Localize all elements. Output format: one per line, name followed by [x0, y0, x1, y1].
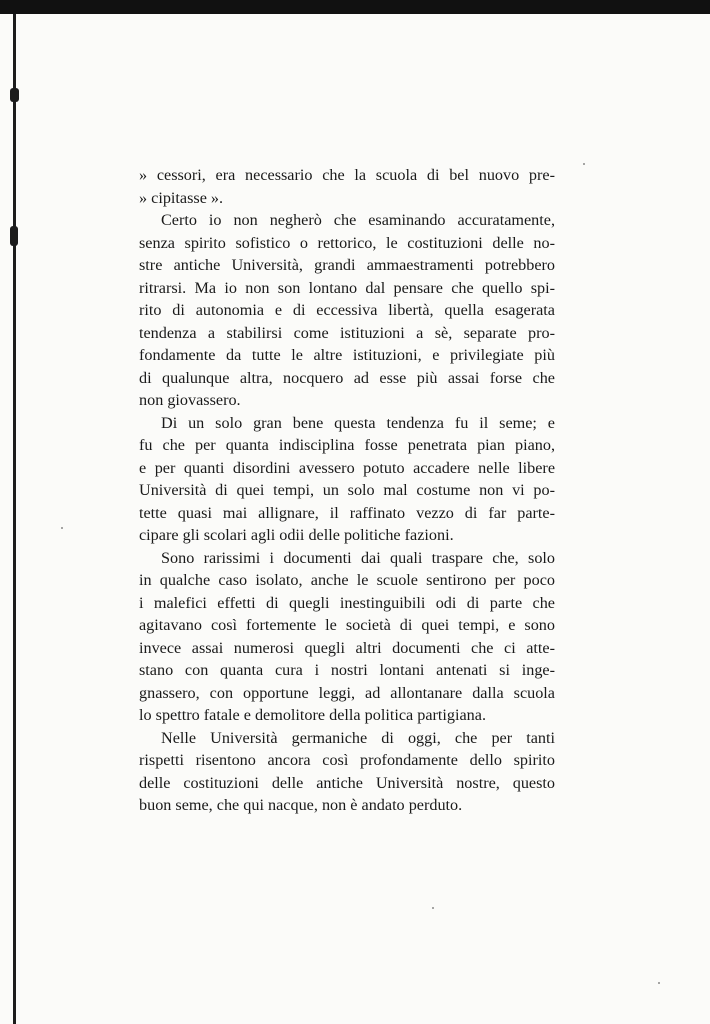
paragraph — [139, 547, 555, 727]
text-line: agitavano così fortemente le società di quei tempi, e sono — [139, 616, 555, 634]
paper-speck — [432, 907, 434, 909]
text-line: lo spettro fatale e demolitore della politica partigiana. — [139, 706, 486, 724]
binding-mark — [10, 226, 18, 246]
text-line: gnassero, con opportune leggi, ad allontanare dalla scuola — [139, 683, 555, 702]
binding-mark — [10, 88, 19, 102]
paragraph — [139, 412, 555, 547]
scan-left-edge — [13, 14, 16, 1024]
text-line: » cessori, era necessario che la scuola di bel nuovo pre- — [139, 166, 555, 184]
paper-speck — [583, 163, 585, 165]
text-line: Certo io non negherò che esaminando accuratamente, — [161, 211, 555, 229]
text-line: non giovassero. — [139, 391, 241, 409]
paragraph — [139, 209, 555, 412]
text-line: fondamente da tutte le altre istituzioni, e privilegiate più — [139, 346, 555, 364]
text-line: Nelle Università germaniche di oggi, che per tanti — [161, 728, 555, 747]
text-line: rito di autonomia e di eccessiva libertà, quella esagerata — [139, 301, 555, 319]
text-line: Di un solo gran bene questa tendenza fu il seme; e — [161, 413, 555, 432]
text-line: i malefici effetti di quegli inestinguibili odi di parte che — [139, 593, 555, 612]
text-line: cipare gli scolari agli odii delle politiche fazioni. — [139, 526, 454, 544]
text-line: rispetti risentono ancora così profondamente dello spirito — [139, 751, 555, 769]
scan-top-border — [0, 0, 710, 14]
text-line: e per quanti disordini avessero potuto accadere nelle libere — [139, 458, 555, 477]
text-line: ritrarsi. Ma io non son lontano dal pensare che quello spi- — [139, 278, 555, 297]
paper-speck — [61, 527, 63, 529]
text-line: tette quasi mai allignare, il raffinato vezzo di far parte- — [139, 503, 555, 522]
text-line: in qualche caso isolato, anche le scuole sentirono per poco — [139, 571, 555, 589]
paragraph — [139, 727, 555, 817]
text-line: stano con quanta cura i nostri lontani antenati si inge- — [139, 661, 555, 679]
paragraph — [139, 164, 555, 209]
text-line: tendenza a stabilirsi come istituzioni a sè, separate pro- — [139, 323, 555, 342]
text-line: stre antiche Università, grandi ammaestramenti potrebbero — [139, 256, 555, 274]
text-line: senza spirito sofistico o rettorico, le costituzioni delle no- — [139, 233, 555, 252]
text-line: Sono rarissimi i documenti dai quali traspare che, solo — [161, 548, 555, 567]
text-line: invece assai numerosi quegli altri documenti che ci atte- — [139, 638, 555, 657]
text-line: fu che per quanta indisciplina fosse penetrata pian piano, — [139, 436, 555, 454]
text-line: buon seme, che qui nacque, non è andato perduto. — [139, 796, 463, 814]
text-line: delle costituzioni delle antiche Università nostre, questo — [139, 773, 555, 792]
text-line: di qualunque altra, nocquero ad esse più assai forse che — [139, 368, 555, 387]
paper-speck — [658, 982, 660, 984]
body-text — [139, 164, 555, 817]
text-line: Università di quei tempi, un solo mal costume non vi po- — [139, 481, 555, 499]
text-line: » cipitasse ». — [139, 188, 224, 207]
